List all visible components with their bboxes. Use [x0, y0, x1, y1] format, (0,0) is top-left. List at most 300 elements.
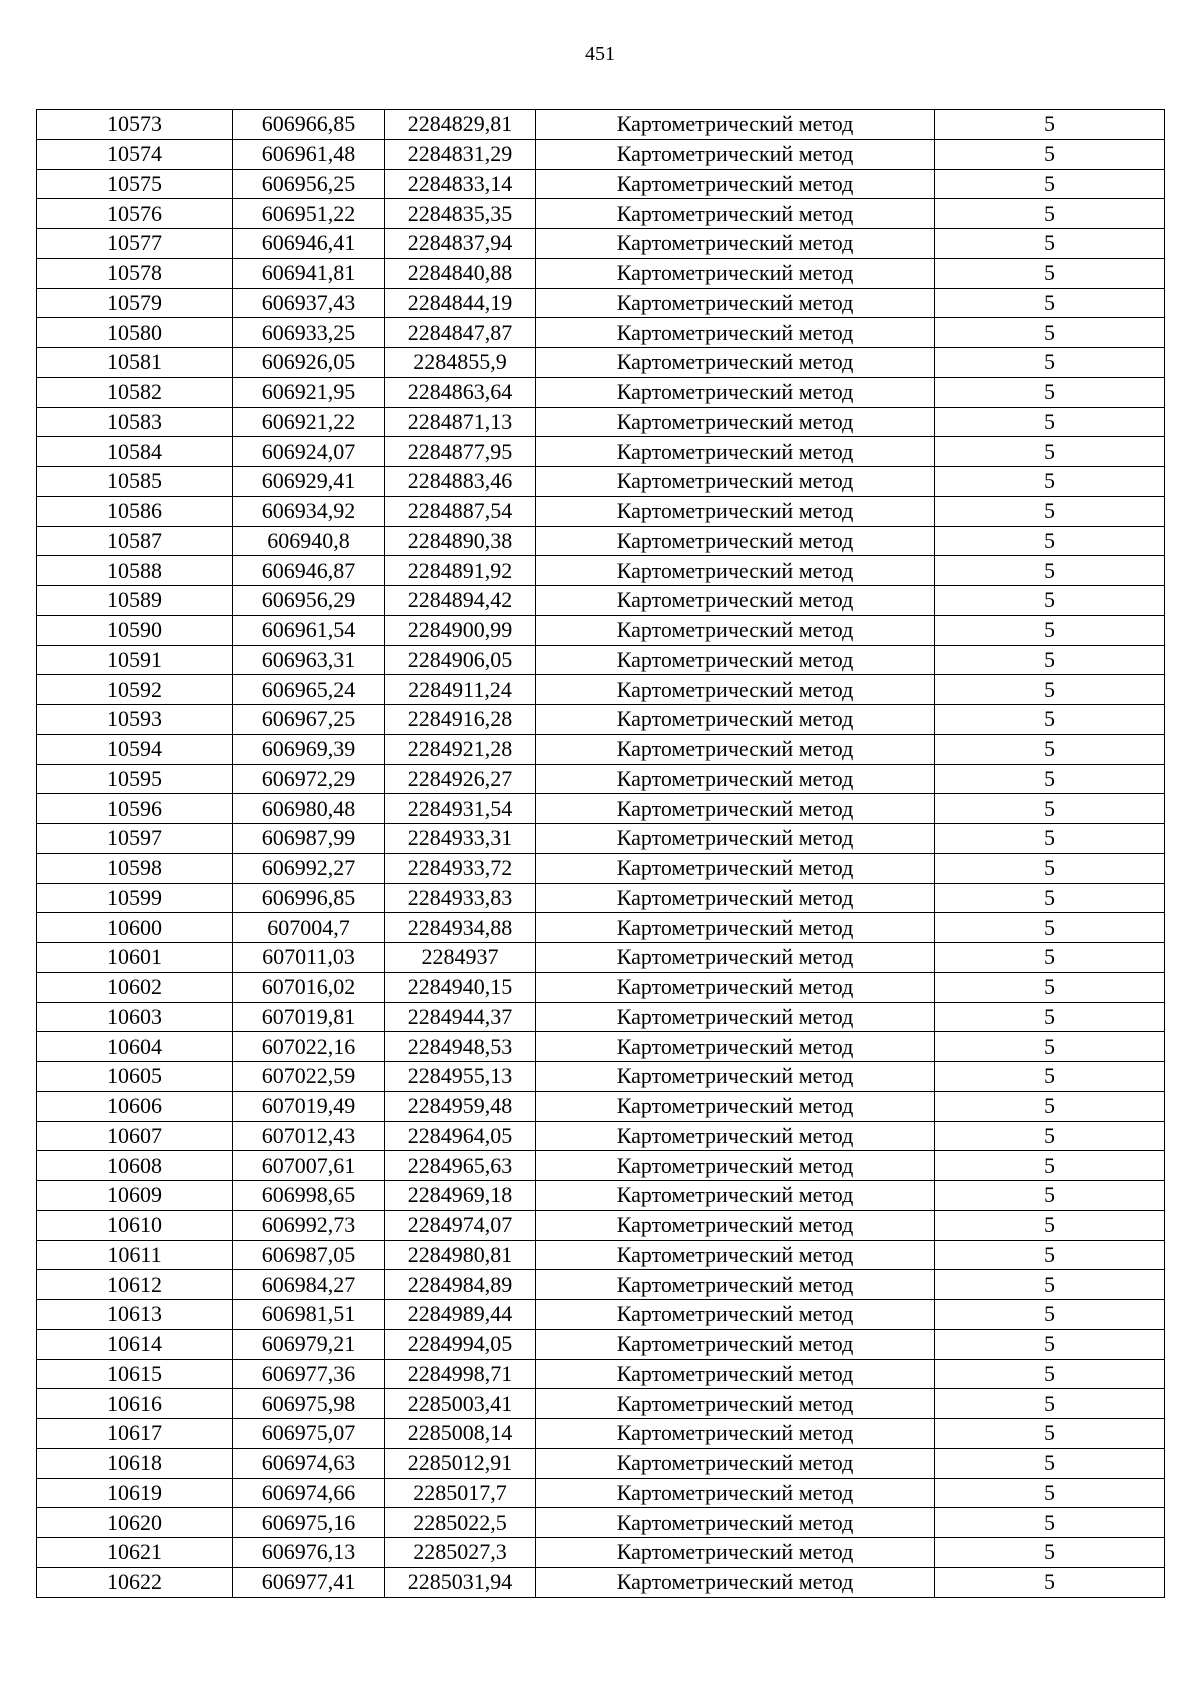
accuracy-cell: 5 — [935, 348, 1165, 378]
table-row — [37, 288, 1165, 318]
point-number-cell: 10616 — [37, 1389, 233, 1419]
method-cell: Картометрический метод — [536, 229, 935, 259]
table-row — [37, 139, 1165, 169]
point-number-cell: 10608 — [37, 1151, 233, 1181]
method-cell: Картометрический метод — [536, 1538, 935, 1568]
table-row — [37, 675, 1165, 705]
accuracy-cell: 5 — [935, 139, 1165, 169]
table-row — [37, 824, 1165, 854]
accuracy-cell: 5 — [935, 794, 1165, 824]
y-coordinate-cell: 2285031,94 — [385, 1567, 536, 1597]
y-coordinate-cell: 2284944,37 — [385, 1002, 536, 1032]
y-coordinate-cell: 2284934,88 — [385, 913, 536, 943]
point-number-cell: 10581 — [37, 348, 233, 378]
x-coordinate-cell: 606929,41 — [233, 467, 385, 497]
x-coordinate-cell: 606981,51 — [233, 1300, 385, 1330]
point-number-cell: 10589 — [37, 586, 233, 616]
method-cell: Картометрический метод — [536, 1121, 935, 1151]
y-coordinate-cell: 2284964,05 — [385, 1121, 536, 1151]
method-cell: Картометрический метод — [536, 556, 935, 586]
accuracy-cell: 5 — [935, 615, 1165, 645]
table-row — [37, 1181, 1165, 1211]
accuracy-cell: 5 — [935, 1062, 1165, 1092]
table-row — [37, 1210, 1165, 1240]
accuracy-cell: 5 — [935, 1419, 1165, 1449]
accuracy-cell: 5 — [935, 764, 1165, 794]
method-cell: Картометрический метод — [536, 199, 935, 229]
y-coordinate-cell: 2284847,87 — [385, 318, 536, 348]
point-number-cell: 10610 — [37, 1210, 233, 1240]
method-cell: Картометрический метод — [536, 1151, 935, 1181]
table-row — [37, 258, 1165, 288]
method-cell: Картометрический метод — [536, 645, 935, 675]
accuracy-cell: 5 — [935, 229, 1165, 259]
y-coordinate-cell: 2284844,19 — [385, 288, 536, 318]
point-number-cell: 10600 — [37, 913, 233, 943]
y-coordinate-cell: 2284974,07 — [385, 1210, 536, 1240]
y-coordinate-cell: 2284931,54 — [385, 794, 536, 824]
x-coordinate-cell: 606976,13 — [233, 1538, 385, 1568]
table-row — [37, 764, 1165, 794]
y-coordinate-cell: 2284863,64 — [385, 377, 536, 407]
method-cell: Картометрический метод — [536, 764, 935, 794]
accuracy-cell: 5 — [935, 1300, 1165, 1330]
x-coordinate-cell: 606996,85 — [233, 883, 385, 913]
method-cell: Картометрический метод — [536, 1329, 935, 1359]
method-cell: Картометрический метод — [536, 407, 935, 437]
accuracy-cell: 5 — [935, 199, 1165, 229]
y-coordinate-cell: 2285012,91 — [385, 1448, 536, 1478]
point-number-cell: 10586 — [37, 496, 233, 526]
accuracy-cell: 5 — [935, 407, 1165, 437]
y-coordinate-cell: 2284837,94 — [385, 229, 536, 259]
point-number-cell: 10615 — [37, 1359, 233, 1389]
table-row — [37, 407, 1165, 437]
accuracy-cell: 5 — [935, 943, 1165, 973]
y-coordinate-cell: 2284916,28 — [385, 705, 536, 735]
table-row — [37, 972, 1165, 1002]
table-row — [37, 1419, 1165, 1449]
x-coordinate-cell: 606921,95 — [233, 377, 385, 407]
table-row — [37, 1329, 1165, 1359]
point-number-cell: 10603 — [37, 1002, 233, 1032]
x-coordinate-cell: 606975,98 — [233, 1389, 385, 1419]
accuracy-cell: 5 — [935, 169, 1165, 199]
y-coordinate-cell: 2284994,05 — [385, 1329, 536, 1359]
table-row — [37, 1002, 1165, 1032]
x-coordinate-cell: 606974,66 — [233, 1478, 385, 1508]
table-row — [37, 1300, 1165, 1330]
x-coordinate-cell: 606977,36 — [233, 1359, 385, 1389]
accuracy-cell: 5 — [935, 913, 1165, 943]
method-cell: Картометрический метод — [536, 258, 935, 288]
method-cell: Картометрический метод — [536, 824, 935, 854]
x-coordinate-cell: 606961,54 — [233, 615, 385, 645]
table-row — [37, 913, 1165, 943]
point-number-cell: 10602 — [37, 972, 233, 1002]
accuracy-cell: 5 — [935, 1240, 1165, 1270]
y-coordinate-cell: 2284998,71 — [385, 1359, 536, 1389]
y-coordinate-cell: 2284980,81 — [385, 1240, 536, 1270]
x-coordinate-cell: 606966,85 — [233, 110, 385, 140]
table-row — [37, 110, 1165, 140]
accuracy-cell: 5 — [935, 1002, 1165, 1032]
point-number-cell: 10583 — [37, 407, 233, 437]
method-cell: Картометрический метод — [536, 883, 935, 913]
x-coordinate-cell: 606924,07 — [233, 437, 385, 467]
table-row — [37, 229, 1165, 259]
table-row — [37, 1032, 1165, 1062]
point-number-cell: 10576 — [37, 199, 233, 229]
accuracy-cell: 5 — [935, 1359, 1165, 1389]
accuracy-cell: 5 — [935, 1478, 1165, 1508]
table-row — [37, 645, 1165, 675]
accuracy-cell: 5 — [935, 883, 1165, 913]
point-number-cell: 10607 — [37, 1121, 233, 1151]
method-cell: Картометрический метод — [536, 110, 935, 140]
point-number-cell: 10612 — [37, 1270, 233, 1300]
accuracy-cell: 5 — [935, 972, 1165, 1002]
method-cell: Картометрический метод — [536, 586, 935, 616]
point-number-cell: 10599 — [37, 883, 233, 913]
table-row — [37, 1270, 1165, 1300]
x-coordinate-cell: 606977,41 — [233, 1567, 385, 1597]
table-row — [37, 1359, 1165, 1389]
y-coordinate-cell: 2284877,95 — [385, 437, 536, 467]
x-coordinate-cell: 607007,61 — [233, 1151, 385, 1181]
table-row — [37, 1151, 1165, 1181]
accuracy-cell: 5 — [935, 853, 1165, 883]
table-row — [37, 943, 1165, 973]
x-coordinate-cell: 607012,43 — [233, 1121, 385, 1151]
coordinates-table-body — [37, 110, 1165, 1598]
point-number-cell: 10584 — [37, 437, 233, 467]
y-coordinate-cell: 2284887,54 — [385, 496, 536, 526]
method-cell: Картометрический метод — [536, 1062, 935, 1092]
point-number-cell: 10605 — [37, 1062, 233, 1092]
accuracy-cell: 5 — [935, 288, 1165, 318]
method-cell: Картометрический метод — [536, 943, 935, 973]
table-row — [37, 1389, 1165, 1419]
y-coordinate-cell: 2284840,88 — [385, 258, 536, 288]
point-number-cell: 10622 — [37, 1567, 233, 1597]
method-cell: Картометрический метод — [536, 1002, 935, 1032]
x-coordinate-cell: 606926,05 — [233, 348, 385, 378]
y-coordinate-cell: 2284829,81 — [385, 110, 536, 140]
y-coordinate-cell: 2284937 — [385, 943, 536, 973]
x-coordinate-cell: 606992,73 — [233, 1210, 385, 1240]
point-number-cell: 10614 — [37, 1329, 233, 1359]
point-number-cell: 10606 — [37, 1091, 233, 1121]
method-cell: Картометрический метод — [536, 348, 935, 378]
accuracy-cell: 5 — [935, 318, 1165, 348]
table-row — [37, 883, 1165, 913]
table-row — [37, 496, 1165, 526]
x-coordinate-cell: 606956,29 — [233, 586, 385, 616]
point-number-cell: 10596 — [37, 794, 233, 824]
point-number-cell: 10598 — [37, 853, 233, 883]
y-coordinate-cell: 2284833,14 — [385, 169, 536, 199]
accuracy-cell: 5 — [935, 1151, 1165, 1181]
accuracy-cell: 5 — [935, 1389, 1165, 1419]
x-coordinate-cell: 606946,87 — [233, 556, 385, 586]
accuracy-cell: 5 — [935, 1448, 1165, 1478]
method-cell: Картометрический метод — [536, 913, 935, 943]
x-coordinate-cell: 606972,29 — [233, 764, 385, 794]
y-coordinate-cell: 2285017,7 — [385, 1478, 536, 1508]
accuracy-cell: 5 — [935, 1508, 1165, 1538]
point-number-cell: 10592 — [37, 675, 233, 705]
x-coordinate-cell: 606998,65 — [233, 1181, 385, 1211]
table-row — [37, 734, 1165, 764]
accuracy-cell: 5 — [935, 556, 1165, 586]
method-cell: Картометрический метод — [536, 496, 935, 526]
accuracy-cell: 5 — [935, 1091, 1165, 1121]
x-coordinate-cell: 606987,99 — [233, 824, 385, 854]
method-cell: Картометрический метод — [536, 1478, 935, 1508]
table-row — [37, 169, 1165, 199]
table-row — [37, 1538, 1165, 1568]
table-row — [37, 853, 1165, 883]
x-coordinate-cell: 607011,03 — [233, 943, 385, 973]
y-coordinate-cell: 2284940,15 — [385, 972, 536, 1002]
x-coordinate-cell: 606933,25 — [233, 318, 385, 348]
y-coordinate-cell: 2284933,72 — [385, 853, 536, 883]
point-number-cell: 10617 — [37, 1419, 233, 1449]
table-row — [37, 437, 1165, 467]
point-number-cell: 10579 — [37, 288, 233, 318]
table-row — [37, 556, 1165, 586]
table-row — [37, 615, 1165, 645]
table-row — [37, 1478, 1165, 1508]
accuracy-cell: 5 — [935, 586, 1165, 616]
accuracy-cell: 5 — [935, 1210, 1165, 1240]
point-number-cell: 10620 — [37, 1508, 233, 1538]
y-coordinate-cell: 2284911,24 — [385, 675, 536, 705]
accuracy-cell: 5 — [935, 496, 1165, 526]
table-row — [37, 705, 1165, 735]
point-number-cell: 10619 — [37, 1478, 233, 1508]
accuracy-cell: 5 — [935, 1032, 1165, 1062]
method-cell: Картометрический метод — [536, 377, 935, 407]
accuracy-cell: 5 — [935, 1270, 1165, 1300]
x-coordinate-cell: 606984,27 — [233, 1270, 385, 1300]
y-coordinate-cell: 2284894,42 — [385, 586, 536, 616]
method-cell: Картометрический метод — [536, 615, 935, 645]
y-coordinate-cell: 2284871,13 — [385, 407, 536, 437]
method-cell: Картометрический метод — [536, 1448, 935, 1478]
x-coordinate-cell: 606980,48 — [233, 794, 385, 824]
y-coordinate-cell: 2284831,29 — [385, 139, 536, 169]
point-number-cell: 10585 — [37, 467, 233, 497]
table-row — [37, 586, 1165, 616]
point-number-cell: 10574 — [37, 139, 233, 169]
point-number-cell: 10587 — [37, 526, 233, 556]
accuracy-cell: 5 — [935, 675, 1165, 705]
y-coordinate-cell: 2284835,35 — [385, 199, 536, 229]
x-coordinate-cell: 606946,41 — [233, 229, 385, 259]
point-number-cell: 10578 — [37, 258, 233, 288]
table-row — [37, 377, 1165, 407]
table-row — [37, 1121, 1165, 1151]
x-coordinate-cell: 606992,27 — [233, 853, 385, 883]
accuracy-cell: 5 — [935, 258, 1165, 288]
point-number-cell: 10604 — [37, 1032, 233, 1062]
accuracy-cell: 5 — [935, 1538, 1165, 1568]
y-coordinate-cell: 2284926,27 — [385, 764, 536, 794]
x-coordinate-cell: 606975,16 — [233, 1508, 385, 1538]
x-coordinate-cell: 606974,63 — [233, 1448, 385, 1478]
x-coordinate-cell: 606941,81 — [233, 258, 385, 288]
y-coordinate-cell: 2284906,05 — [385, 645, 536, 675]
table-row — [37, 318, 1165, 348]
point-number-cell: 10575 — [37, 169, 233, 199]
y-coordinate-cell: 2284948,53 — [385, 1032, 536, 1062]
point-number-cell: 10582 — [37, 377, 233, 407]
coordinates-table — [36, 109, 1165, 1598]
method-cell: Картометрический метод — [536, 1240, 935, 1270]
method-cell: Картометрический метод — [536, 1032, 935, 1062]
method-cell: Картометрический метод — [536, 1210, 935, 1240]
method-cell: Картометрический метод — [536, 1359, 935, 1389]
table-row — [37, 467, 1165, 497]
method-cell: Картометрический метод — [536, 675, 935, 705]
method-cell: Картометрический метод — [536, 1091, 935, 1121]
accuracy-cell: 5 — [935, 824, 1165, 854]
x-coordinate-cell: 606979,21 — [233, 1329, 385, 1359]
method-cell: Картометрический метод — [536, 1508, 935, 1538]
accuracy-cell: 5 — [935, 1329, 1165, 1359]
x-coordinate-cell: 606956,25 — [233, 169, 385, 199]
accuracy-cell: 5 — [935, 705, 1165, 735]
y-coordinate-cell: 2284933,83 — [385, 883, 536, 913]
table-row — [37, 1091, 1165, 1121]
accuracy-cell: 5 — [935, 377, 1165, 407]
point-number-cell: 10594 — [37, 734, 233, 764]
method-cell: Картометрический метод — [536, 437, 935, 467]
point-number-cell: 10590 — [37, 615, 233, 645]
point-number-cell: 10588 — [37, 556, 233, 586]
x-coordinate-cell: 606975,07 — [233, 1419, 385, 1449]
point-number-cell: 10613 — [37, 1300, 233, 1330]
x-coordinate-cell: 607022,16 — [233, 1032, 385, 1062]
method-cell: Картометрический метод — [536, 139, 935, 169]
x-coordinate-cell: 606921,22 — [233, 407, 385, 437]
point-number-cell: 10597 — [37, 824, 233, 854]
method-cell: Картометрический метод — [536, 734, 935, 764]
page-number: 451 — [585, 43, 615, 65]
method-cell: Картометрический метод — [536, 169, 935, 199]
x-coordinate-cell: 606965,24 — [233, 675, 385, 705]
x-coordinate-cell: 606951,22 — [233, 199, 385, 229]
x-coordinate-cell: 606969,39 — [233, 734, 385, 764]
x-coordinate-cell: 606987,05 — [233, 1240, 385, 1270]
table-row — [37, 1508, 1165, 1538]
accuracy-cell: 5 — [935, 645, 1165, 675]
method-cell: Картометрический метод — [536, 705, 935, 735]
method-cell: Картометрический метод — [536, 972, 935, 1002]
table-row — [37, 1448, 1165, 1478]
point-number-cell: 10618 — [37, 1448, 233, 1478]
method-cell: Картометрический метод — [536, 1181, 935, 1211]
point-number-cell: 10593 — [37, 705, 233, 735]
x-coordinate-cell: 607022,59 — [233, 1062, 385, 1092]
y-coordinate-cell: 2284965,63 — [385, 1151, 536, 1181]
y-coordinate-cell: 2284921,28 — [385, 734, 536, 764]
point-number-cell: 10601 — [37, 943, 233, 973]
table-row — [37, 199, 1165, 229]
y-coordinate-cell: 2284890,38 — [385, 526, 536, 556]
x-coordinate-cell: 606967,25 — [233, 705, 385, 735]
accuracy-cell: 5 — [935, 734, 1165, 764]
table-row — [37, 1567, 1165, 1597]
x-coordinate-cell: 606963,31 — [233, 645, 385, 675]
y-coordinate-cell: 2284984,89 — [385, 1270, 536, 1300]
method-cell: Картометрический метод — [536, 1300, 935, 1330]
y-coordinate-cell: 2285022,5 — [385, 1508, 536, 1538]
point-number-cell: 10573 — [37, 110, 233, 140]
y-coordinate-cell: 2285003,41 — [385, 1389, 536, 1419]
point-number-cell: 10591 — [37, 645, 233, 675]
y-coordinate-cell: 2284891,92 — [385, 556, 536, 586]
method-cell: Картометрический метод — [536, 794, 935, 824]
y-coordinate-cell: 2284955,13 — [385, 1062, 536, 1092]
point-number-cell: 10580 — [37, 318, 233, 348]
y-coordinate-cell: 2284933,31 — [385, 824, 536, 854]
method-cell: Картометрический метод — [536, 1270, 935, 1300]
method-cell: Картометрический метод — [536, 288, 935, 318]
method-cell: Картометрический метод — [536, 1567, 935, 1597]
x-coordinate-cell: 606961,48 — [233, 139, 385, 169]
y-coordinate-cell: 2284989,44 — [385, 1300, 536, 1330]
x-coordinate-cell: 606940,8 — [233, 526, 385, 556]
accuracy-cell: 5 — [935, 1567, 1165, 1597]
accuracy-cell: 5 — [935, 526, 1165, 556]
x-coordinate-cell: 606934,92 — [233, 496, 385, 526]
accuracy-cell: 5 — [935, 437, 1165, 467]
y-coordinate-cell: 2284855,9 — [385, 348, 536, 378]
method-cell: Картометрический метод — [536, 1419, 935, 1449]
method-cell: Картометрический метод — [536, 1389, 935, 1419]
table-row — [37, 1240, 1165, 1270]
y-coordinate-cell: 2285027,3 — [385, 1538, 536, 1568]
y-coordinate-cell: 2285008,14 — [385, 1419, 536, 1449]
accuracy-cell: 5 — [935, 1121, 1165, 1151]
table-row — [37, 526, 1165, 556]
point-number-cell: 10609 — [37, 1181, 233, 1211]
y-coordinate-cell: 2284900,99 — [385, 615, 536, 645]
table-row — [37, 794, 1165, 824]
point-number-cell: 10577 — [37, 229, 233, 259]
method-cell: Картометрический метод — [536, 526, 935, 556]
accuracy-cell: 5 — [935, 110, 1165, 140]
x-coordinate-cell: 607019,81 — [233, 1002, 385, 1032]
y-coordinate-cell: 2284959,48 — [385, 1091, 536, 1121]
point-number-cell: 10611 — [37, 1240, 233, 1270]
x-coordinate-cell: 607016,02 — [233, 972, 385, 1002]
x-coordinate-cell: 606937,43 — [233, 288, 385, 318]
point-number-cell: 10595 — [37, 764, 233, 794]
table-row — [37, 1062, 1165, 1092]
table-row — [37, 348, 1165, 378]
method-cell: Картометрический метод — [536, 318, 935, 348]
accuracy-cell: 5 — [935, 1181, 1165, 1211]
x-coordinate-cell: 607004,7 — [233, 913, 385, 943]
x-coordinate-cell: 607019,49 — [233, 1091, 385, 1121]
method-cell: Картометрический метод — [536, 467, 935, 497]
y-coordinate-cell: 2284969,18 — [385, 1181, 536, 1211]
point-number-cell: 10621 — [37, 1538, 233, 1568]
